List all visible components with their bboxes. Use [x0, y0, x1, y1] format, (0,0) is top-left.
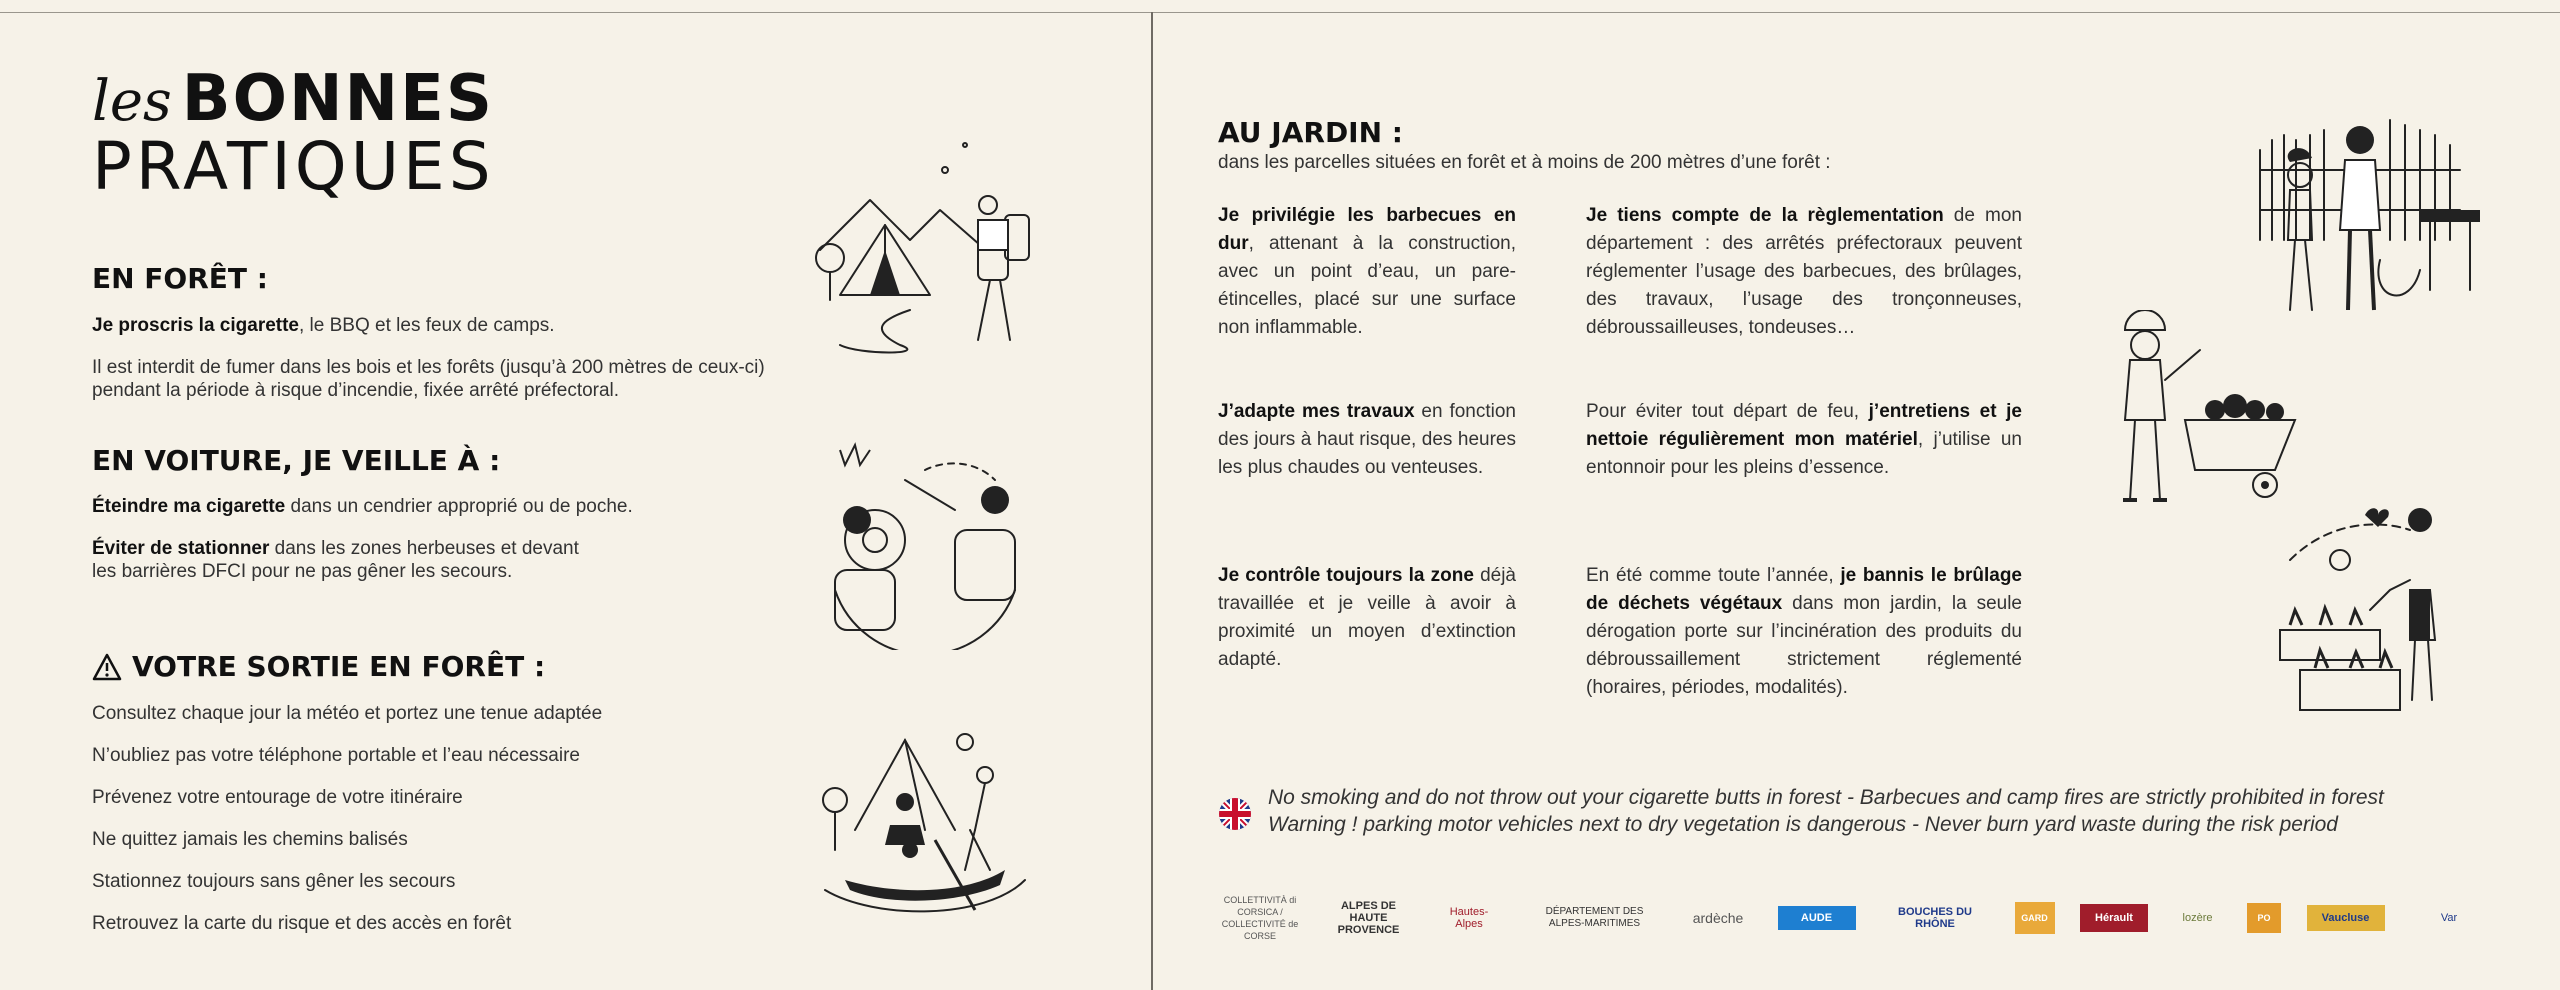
top-rule	[0, 12, 2560, 13]
voiture-p1	[92, 495, 633, 518]
voiture-p2-bold: Éviter de stationner	[92, 538, 270, 559]
jardin-c2-bold: Je tiens compte de la règlementation	[1586, 205, 1944, 226]
sortie-item: Prévenez votre entourage de votre itinéraire	[92, 787, 463, 808]
jardin-block-reglementation	[1586, 202, 2022, 342]
jardin-c2-rest: de mon département : des arrêtés préfectoraux peuvent réglementer l’usage des barbecues, des brûlages, des travaux, l’usage des tronçonneuses, débroussailleuses, tondeuses…	[1586, 205, 2022, 338]
sortie-item: N’oubliez pas votre téléphone portable et l’eau nécessaire	[92, 745, 580, 766]
logo-hautes-alpes: Hautes-Alpes	[1449, 906, 1489, 930]
jardin-c1-bold: Je privilégie les barbecues en dur	[1218, 205, 1516, 254]
voiture-p2-line2: les barrières DFCI pour ne pas gêner les secours.	[92, 561, 513, 582]
jardin-c6-bold: je bannis le brûlage de déchets végétaux	[1586, 565, 2022, 614]
foret-p2	[92, 356, 765, 402]
logo-vaucluse: Vaucluse	[2307, 905, 2385, 931]
voiture-p2	[92, 537, 579, 583]
jardin-c5-bold: Je contrôle toujours la zone	[1218, 565, 1474, 586]
logo-bouches-du-rhone: BOUCHES DU RHÔNE	[1898, 906, 1972, 930]
voiture-p1-bold: Éteindre ma cigarette	[92, 496, 286, 517]
logo-lozere: lozère	[2182, 912, 2213, 924]
jardin-block-barbecues	[1218, 202, 1516, 342]
jardin-block-zone	[1218, 562, 1516, 674]
jardin-c1-rest: , attenant à la construction, avec un point d’eau, un pare-étincelles, placé sur une surface non inflammable.	[1218, 233, 1516, 338]
uk-flag-icon	[1219, 798, 1251, 830]
sortie-item: Stationnez toujours sans gêner les secours	[92, 871, 456, 892]
english-line1: No smoking and do not throw out your cigarette butts in forest - Barbecues and camp fires are strictly prohibited in forest	[1268, 786, 2384, 809]
sortie-item: Ne quittez jamais les chemins balisés	[92, 829, 408, 850]
sortie-item: Retrouvez la carte du risque et des accès en forêt	[92, 913, 512, 934]
logo-corse: COLLETTIVITÀ di CORSICA / COLLECTIVITÉ de CORSE	[1221, 895, 1299, 941]
main-title	[92, 62, 495, 205]
warning-triangle-icon	[92, 653, 122, 681]
jardin-c5-rest: déjà travaillée et je veille à avoir à proximité un moyen d’extinction adapté.	[1218, 565, 1517, 670]
logo-alpes-maritimes: DÉPARTEMENT DES ALPES-MARITIMES	[1545, 906, 1644, 929]
voiture-p1-rest: dans un cendrier approprié ou de poche.	[285, 496, 633, 517]
logo-alpes-haute-provence: ALPES DE HAUTE PROVENCE	[1337, 900, 1400, 936]
title-bonnes: BONNES	[181, 62, 494, 136]
jardin-c3-bold: J’adapte mes travaux	[1218, 401, 1415, 422]
sortie-item: Consultez chaque jour la météo et portez une tenue adaptée	[92, 703, 603, 724]
logo-pyrenees-orientales: PO	[2247, 903, 2281, 933]
jardin-block-materiel	[1586, 398, 2022, 482]
jardin-c3-rest: en fonction des jours à haut risque, des heures les plus chaudes ou venteuses.	[1218, 401, 1516, 478]
camping-hiker-illustration	[800, 130, 1050, 360]
english-notice	[1268, 784, 2384, 838]
jardin-subtitle: dans les parcelles situées en forêt et à moins de 200 mètres d’une forêt :	[1218, 152, 1831, 173]
foret-p1	[92, 314, 555, 337]
foret-p2-line2: pendant la période à risque d’incendie, fixée arrêté préfectoral.	[92, 380, 620, 401]
gardener-wheelbarrow-illustration	[2105, 310, 2305, 510]
foret-p2-line1: Il est interdit de fumer dans les bois et les forêts (jusqu’à 200 mètres de ceux-ci)	[92, 357, 765, 378]
jardin-block-travaux	[1218, 398, 1516, 482]
jardin-c6-rest: dans mon jardin, la seule dérogation porte sur l’incinération des produits du débroussaillement strictement réglementé (horaires, périodes, modalités).	[1586, 593, 2022, 698]
watering-plants-illustration	[2270, 500, 2490, 720]
jardin-heading: AU JARDIN :	[1218, 116, 1403, 149]
partner-logos	[1216, 896, 2488, 940]
english-line2: Warning ! parking motor vehicles next to dry vegetation is dangerous - Never burn yard waste during the risk period	[1268, 813, 2338, 836]
title-les: les	[92, 69, 172, 134]
foret-heading: EN FORÊT :	[92, 262, 268, 295]
sortie-heading	[92, 650, 545, 683]
logo-ardeche: ardèche	[1692, 910, 1744, 926]
jardin-c6-pre: En été comme toute l’année,	[1586, 565, 1841, 586]
tent-canoe-illustration	[815, 720, 1035, 920]
voiture-heading: EN VOITURE, JE VEILLE À :	[92, 444, 501, 477]
jardin-c4-rest: , j’utilise un entonnoir pour les pleins d’essence.	[1586, 429, 2022, 478]
car-driver-illustration	[815, 440, 1035, 650]
logo-var: Var	[2440, 912, 2458, 924]
logo-gard: GARD	[2015, 902, 2055, 934]
foret-p1-bold: Je proscris la cigarette	[92, 315, 299, 336]
jardin-c4-bold: j’entretiens et je nettoie régulièrement mon matériel	[1586, 401, 2022, 450]
page-fold-divider	[1151, 12, 1153, 990]
sortie-heading-text: VOTRE SORTIE EN FORÊT :	[132, 650, 546, 683]
title-pratiques: PRATIQUES	[92, 128, 495, 205]
barbecue-couple-illustration	[2250, 110, 2480, 330]
voiture-p2-rest: dans les zones herbeuses et devant	[269, 538, 579, 559]
logo-aude: AUDE	[1778, 906, 1856, 930]
jardin-block-brulage	[1586, 562, 2022, 702]
foret-p1-rest: , le BBQ et les feux de camps.	[299, 315, 555, 336]
jardin-c4-pre: Pour éviter tout départ de feu,	[1586, 401, 1869, 422]
logo-herault: Hérault	[2080, 904, 2148, 932]
